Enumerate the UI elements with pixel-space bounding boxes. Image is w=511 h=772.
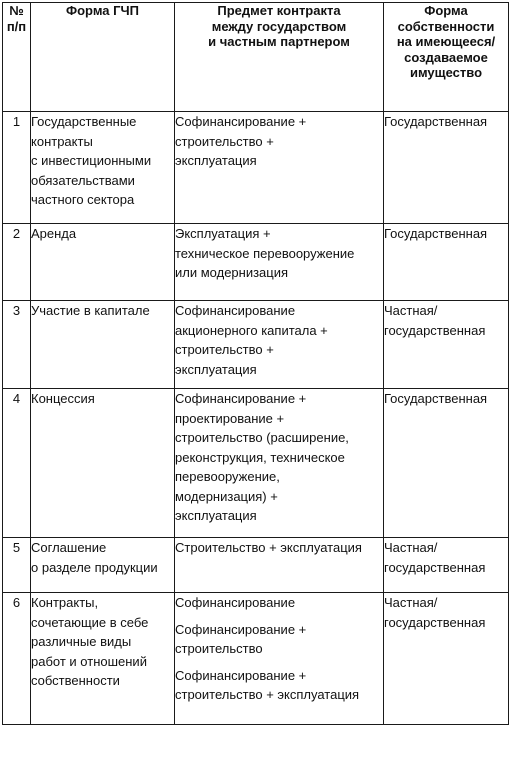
contract-subject-text: Строительство + эксплуатация [175,540,362,555]
header-form-label: Форма ГЧП [66,3,139,18]
header-ownership [384,3,509,112]
header-form [31,3,175,112]
contract-subject-text: Эксплуатация + техническое перевооружение или модернизация [175,226,355,280]
header-num-label: № п/п [6,3,27,34]
contract-subject-option: Софинансирование [175,595,296,610]
table-row [3,112,509,224]
ppp-form-cell [31,389,175,538]
ownership-cell [384,389,509,538]
ownership-cell [384,224,509,301]
table-row [3,301,509,389]
table-row [3,538,509,593]
contract-subject-text: Софинансирование + строительство + эксплуатация [175,114,307,168]
contract-subject-text: Софинансирование + проектирование + строительство (расширение, реконструкция, техническое перевооружение, модернизация) + эксплуатация [175,391,349,523]
header-num [3,3,31,112]
contract-subject-cell [175,593,384,725]
header-subject [175,3,384,112]
contract-subject-cell [175,112,384,224]
row-number: 5 [3,538,31,593]
ownership-text: Частная/ государственная [384,595,486,630]
contract-subject-cell [175,301,384,389]
row-number: 3 [3,301,31,389]
header-subject-label: Предмет контракта между государством и частным партнером [208,3,350,49]
ppp-form-text: Участие в капитале [31,303,150,318]
ownership-text: Государственная [384,114,488,129]
ppp-form-text: Концессия [31,391,95,406]
contract-subject-option: Софинансирование + строительство + эксплуатация [175,667,360,702]
contract-subject-cell [175,224,384,301]
ownership-cell [384,301,509,389]
row-number: 1 [3,112,31,224]
table-header [3,3,509,112]
ownership-text: Государственная [384,391,488,406]
contract-subject-option: Софинансирование + строительство [175,621,307,656]
header-ownership-label: Форма собственности на имеющееся/ создаваемое имущество [396,3,496,80]
ppp-form-text: Государственные контракты с инвестиционными обязательствами частного сектора [31,114,152,207]
ppp-form-cell [31,593,175,725]
header-row [3,3,509,112]
contract-subject-cell [175,538,384,593]
ppp-form-cell [31,301,175,389]
ownership-text: Частная/ государственная [384,540,486,575]
ppp-form-text: Соглашение о разделе продукции [31,540,158,575]
table-body [3,112,509,725]
ppp-form-text: Контракты, сочетающие в себе различные виды работ и отношений собственности [31,595,149,688]
ppp-form-cell [31,112,175,224]
ppp-forms-table [2,2,509,725]
row-number: 2 [3,224,31,301]
ppp-form-cell [31,224,175,301]
row-number: 4 [3,389,31,538]
ownership-text: Государственная [384,226,488,241]
ppp-form-text: Аренда [31,226,77,241]
ownership-cell [384,538,509,593]
ownership-cell [384,112,509,224]
ownership-cell [384,593,509,725]
table-row [3,389,509,538]
table-row [3,224,509,301]
ppp-form-cell [31,538,175,593]
table-row [3,593,509,725]
contract-subject-text: Софинансирование акционерного капитала + строительство + эксплуатация [175,303,328,377]
row-number: 6 [3,593,31,725]
ownership-text: Частная/ государственная [384,303,486,338]
contract-subject-cell [175,389,384,538]
